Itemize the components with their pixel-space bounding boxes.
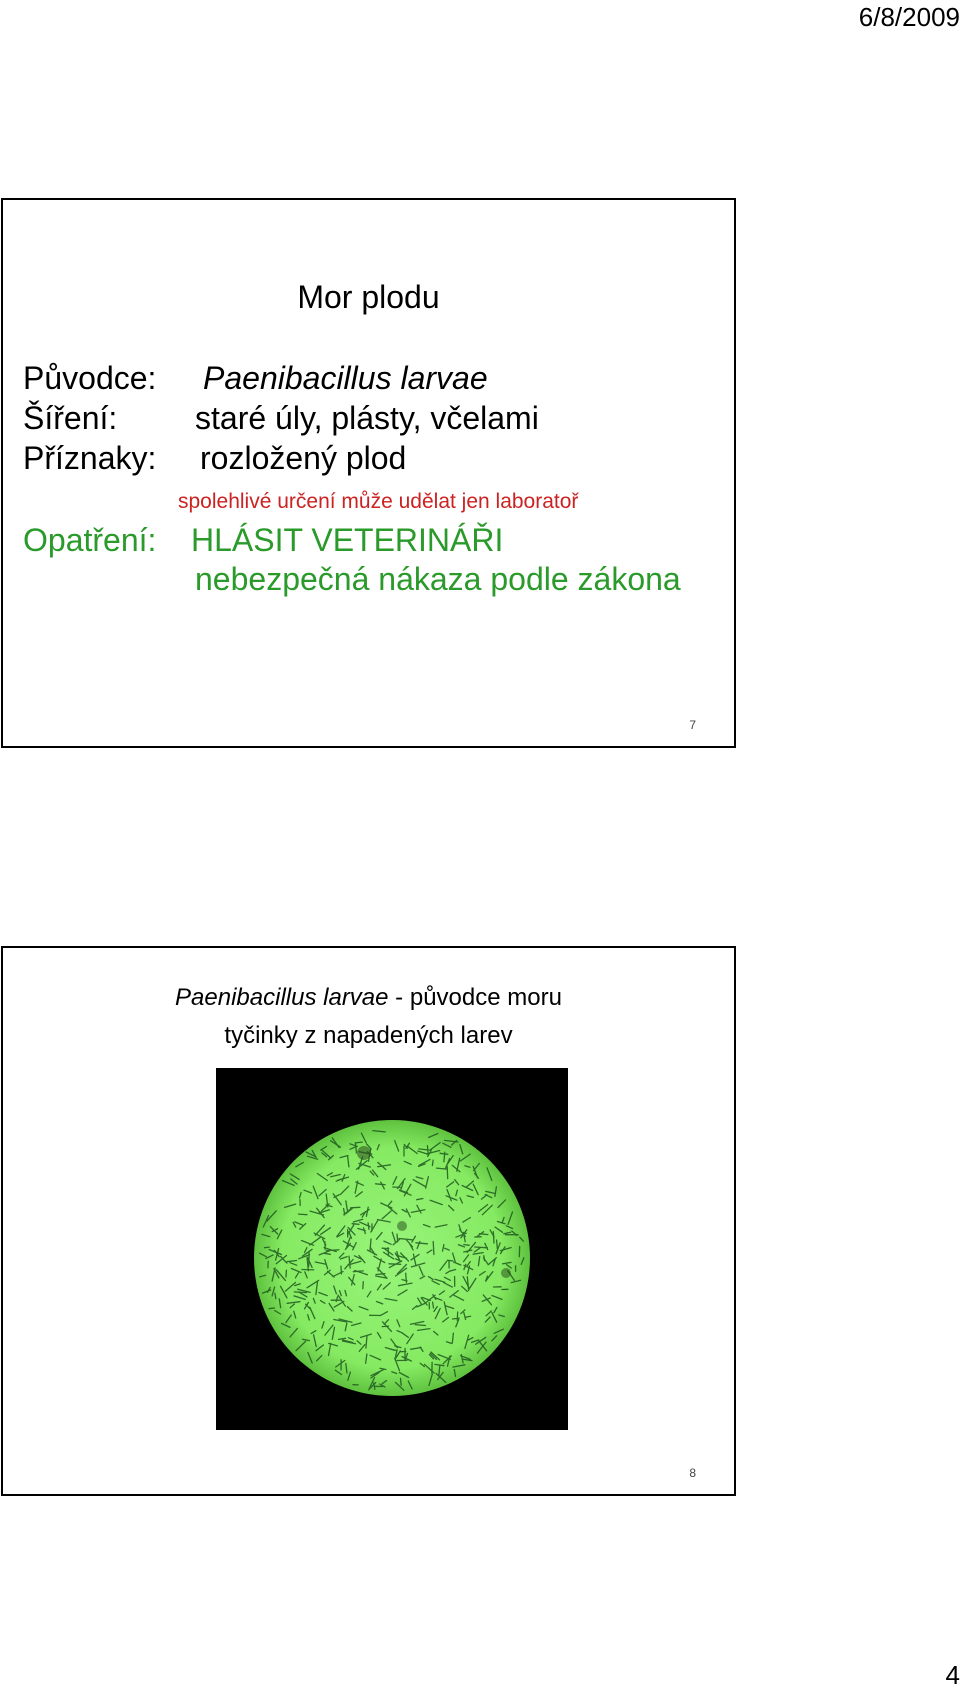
bacterium-rod [401, 1378, 402, 1385]
action-subtext: nebezpečná nákaza podle zákona [195, 561, 681, 597]
slide-subcaption: tyčinky z napadených larev [224, 1022, 513, 1049]
bacterium-rod [352, 1224, 359, 1225]
bacterium-rod [447, 1166, 448, 1178]
slide-number: 7 [689, 718, 696, 732]
row-symptoms [23, 440, 407, 477]
bacterium-rod [406, 1273, 407, 1282]
bacterium-rod [493, 1232, 494, 1243]
row-value: rozložený plod [200, 440, 407, 476]
bacterium-rod [363, 1282, 364, 1289]
slide-7 [1, 198, 736, 748]
bacterium-rod [368, 1223, 369, 1230]
bacterium-rod [356, 1144, 357, 1154]
caption-species: Paenibacillus larvae [175, 984, 389, 1011]
microscope-image [216, 1068, 568, 1430]
row-spread [23, 400, 539, 437]
bacterium-rod [389, 1264, 401, 1265]
bacterium-rod [326, 1250, 339, 1251]
microscope-field-icon [216, 1068, 568, 1430]
bacterium-rod [439, 1366, 440, 1376]
row-value: Paenibacillus larvae [203, 360, 488, 396]
bacterium-rod [269, 1308, 274, 1309]
page-number: 4 [945, 1660, 960, 1690]
bacterium-rod [433, 1242, 434, 1255]
slide-8 [1, 946, 736, 1496]
row-action [23, 522, 504, 559]
document-date: 6/8/2009 [858, 2, 960, 32]
bacterium-rod [376, 1274, 385, 1275]
slide-number: 8 [689, 1466, 696, 1480]
bacterium-rod [457, 1312, 458, 1320]
row-label: Šíření: [23, 400, 118, 436]
lab-note: spolehlivé určení může udělat jen laboratoř [178, 490, 579, 513]
row-label: Opatření: [23, 522, 157, 558]
slide-title: Mor plodu [297, 279, 440, 315]
bacterium-rod [351, 1207, 360, 1208]
bacterium-rod [475, 1247, 488, 1248]
bacterium-rod [464, 1245, 470, 1246]
row-label: Původce: [23, 360, 157, 396]
bacterium-rod [427, 1146, 428, 1155]
bacterium-rod [447, 1260, 452, 1261]
bacterium-rod [415, 1325, 425, 1326]
bacterium-rod [264, 1247, 269, 1248]
slide-caption [3, 984, 734, 1012]
bacterium-rod [433, 1302, 434, 1308]
bacterium-rod [453, 1318, 460, 1319]
caption-rest: - původce moru [388, 984, 562, 1011]
row-label: Příznaky: [23, 440, 157, 476]
bacterium-rod [355, 1142, 362, 1143]
bacterium-rod [376, 1184, 386, 1185]
bacterium-rod [432, 1160, 433, 1165]
bacterium-rod [497, 1240, 498, 1248]
row-value: staré úly, plásty, včelami [195, 400, 539, 436]
row-pathogen [23, 360, 488, 397]
bacterium-rod [299, 1214, 308, 1215]
row-value: HLÁSIT VETERINÁŘI [191, 522, 504, 558]
